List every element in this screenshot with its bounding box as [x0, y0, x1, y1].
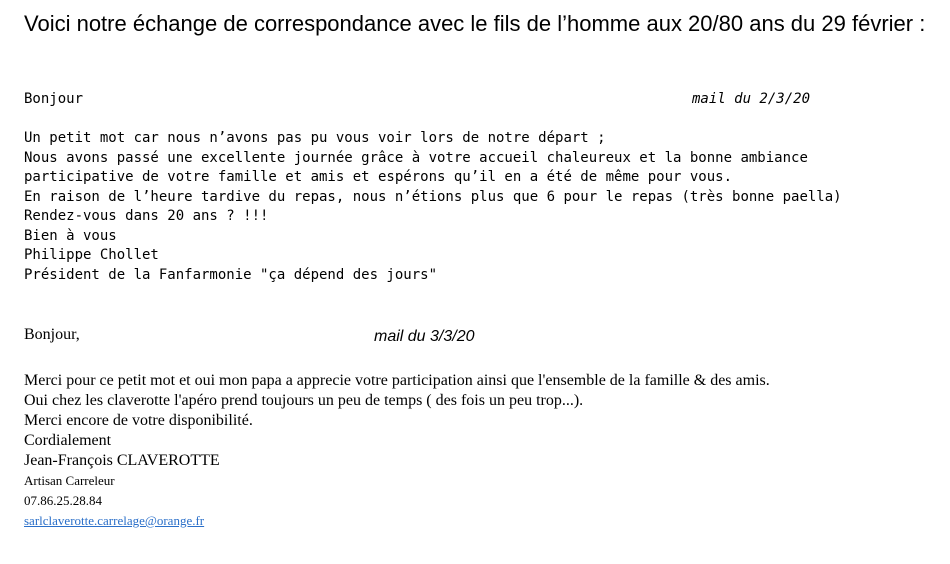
first-mail-date: mail du 2/3/20 — [692, 91, 811, 107]
reply-mail-phone: 07.86.25.28.84 — [24, 493, 102, 508]
reply-mail — [24, 325, 944, 531]
first-mail-signature-title: Président de la Fanfarmonie "ça dépend des jours" — [24, 266, 438, 283]
reply-mail-line: Merci pour ce petit mot et oui mon papa a apprecie votre participation ainsi que l'ensemble de la famille & des amis. — [24, 372, 770, 389]
reply-mail-signature-name: Jean-François CLAVEROTTE — [24, 452, 220, 469]
reply-mail-date: mail du 3/3/20 — [374, 328, 475, 345]
first-mail-greeting: Bonjour — [24, 91, 84, 107]
first-mail-line: Bien à vous — [24, 227, 117, 244]
reply-mail-greeting: Bonjour, — [24, 326, 80, 343]
first-mail-line: En raison de l’heure tardive du repas, nous n’étions plus que 6 pour le repas (très bonne paella) — [24, 188, 842, 205]
reply-mail-email-link[interactable]: sarlclaverotte.carrelage@orange.fr — [24, 513, 205, 528]
first-mail-line: participative de votre famille et amis et espérons qu’il en a été de même pour vous. — [24, 169, 733, 185]
first-mail-line: Rendez-vous dans 20 ans ? !!! — [24, 208, 269, 224]
reply-mail-line: Oui chez les claverotte l'apéro prend toujours un peu de temps ( des fois un peu trop...). — [24, 392, 584, 409]
reply-mail-line: Merci encore de votre disponibilité. — [24, 412, 253, 429]
first-mail-line: Nous avons passé une excellente journée grâce à votre accueil chaleureux et la bonne ambiance — [24, 149, 808, 166]
first-mail-signature-name: Philippe Chollet — [24, 247, 159, 263]
reply-mail-signature-title: Artisan Carreleur — [24, 473, 115, 488]
first-mail-line: Un petit mot car nous n’avons pas pu vous voir lors de notre départ ; — [24, 130, 606, 146]
reply-mail-closing: Cordialement — [24, 432, 112, 449]
page-heading: Voici notre échange de correspondance avec le fils de l’homme aux 20/80 ans du 29 février : — [24, 11, 926, 36]
first-mail — [24, 90, 944, 285]
